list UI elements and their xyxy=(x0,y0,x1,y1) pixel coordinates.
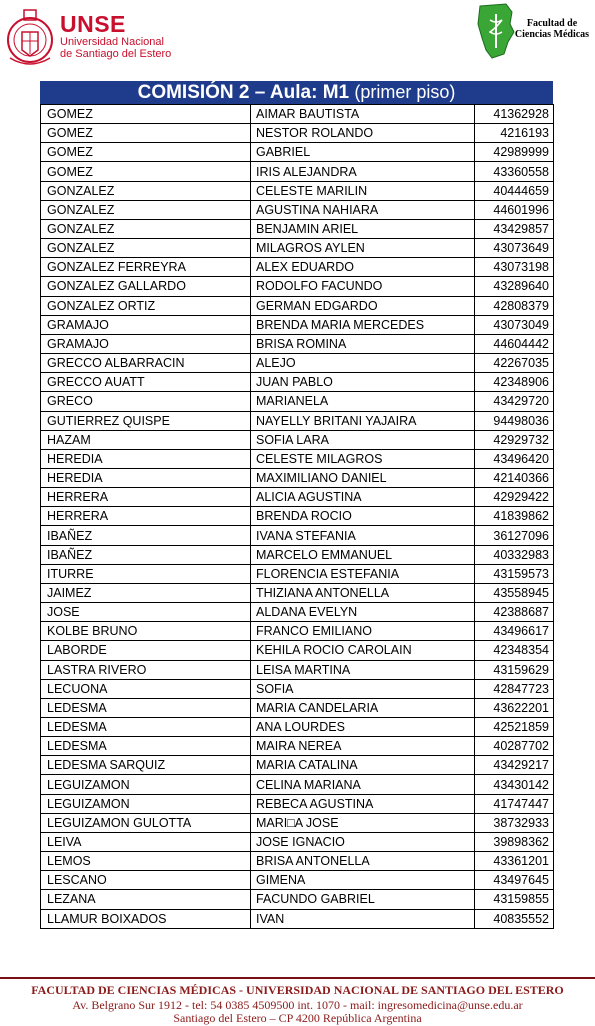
dni-cell: 43159573 xyxy=(475,564,554,583)
surname-cell: JAIMEZ xyxy=(41,583,251,602)
table-row xyxy=(41,526,554,545)
table-row xyxy=(41,239,554,258)
given-name-cell: MARIANELA xyxy=(251,392,475,411)
student-table xyxy=(40,104,554,929)
table-row xyxy=(41,411,554,430)
faculty-name xyxy=(512,18,592,40)
table-row xyxy=(41,583,554,602)
unse-name-line1: Universidad Nacional xyxy=(60,36,164,48)
surname-cell: GRECCO AUATT xyxy=(41,373,251,392)
dni-cell: 44601996 xyxy=(475,200,554,219)
table-row xyxy=(41,909,554,928)
table-row xyxy=(41,871,554,890)
dni-cell: 42808379 xyxy=(475,296,554,315)
dni-cell: 42989999 xyxy=(475,143,554,162)
table-row xyxy=(41,430,554,449)
given-name-cell: IVANA STEFANIA xyxy=(251,526,475,545)
given-name-cell: GERMAN EDGARDO xyxy=(251,296,475,315)
dni-cell: 42348906 xyxy=(475,373,554,392)
dni-cell: 43159855 xyxy=(475,890,554,909)
given-name-cell: MARI□A JOSE xyxy=(251,813,475,832)
table-row xyxy=(41,105,554,124)
given-name-cell: FLORENCIA ESTEFANIA xyxy=(251,564,475,583)
table-row xyxy=(41,449,554,468)
surname-cell: GRAMAJO xyxy=(41,334,251,353)
given-name-cell: IRIS ALEJANDRA xyxy=(251,162,475,181)
dni-cell: 43558945 xyxy=(475,583,554,602)
table-row xyxy=(41,200,554,219)
given-name-cell: BRISA ANTONELLA xyxy=(251,852,475,871)
footer-contact: Av. Belgrano Sur 1912 - tel: 54 0385 4509500 int. 1070 - mail: ingresomedicina@unse.edu.ar xyxy=(72,998,523,1012)
dni-cell: 43073198 xyxy=(475,258,554,277)
table-row xyxy=(41,660,554,679)
given-name-cell: RODOLFO FACUNDO xyxy=(251,277,475,296)
surname-cell: LEZANA xyxy=(41,890,251,909)
dni-cell: 42140366 xyxy=(475,468,554,487)
table-row xyxy=(41,143,554,162)
table-row xyxy=(41,718,554,737)
table-row xyxy=(41,354,554,373)
unse-brand xyxy=(60,12,171,60)
given-name-cell: LEISA MARTINA xyxy=(251,660,475,679)
given-name-cell: MILAGROS AYLEN xyxy=(251,239,475,258)
dni-cell: 44604442 xyxy=(475,334,554,353)
commission-banner xyxy=(40,81,553,104)
dni-cell: 43622201 xyxy=(475,698,554,717)
dni-cell: 42267035 xyxy=(475,354,554,373)
dni-cell: 4216193 xyxy=(475,124,554,143)
given-name-cell: IVAN xyxy=(251,909,475,928)
table-row xyxy=(41,737,554,756)
dni-cell: 38732933 xyxy=(475,813,554,832)
given-name-cell: KEHILA ROCIO CAROLAIN xyxy=(251,641,475,660)
dni-cell: 40332983 xyxy=(475,545,554,564)
given-name-cell: CELESTE MILAGROS xyxy=(251,449,475,468)
commission-title: COMISIÓN 2 – Aula: M1 xyxy=(137,82,350,103)
table-row xyxy=(41,468,554,487)
given-name-cell: AGUSTINA NAHIARA xyxy=(251,200,475,219)
given-name-cell: GABRIEL xyxy=(251,143,475,162)
table-row xyxy=(41,698,554,717)
footer-location: Santiago del Estero – CP 4200 República Argentina xyxy=(173,1011,422,1025)
given-name-cell: BENJAMIN ARIEL xyxy=(251,219,475,238)
given-name-cell: MAIRA NEREA xyxy=(251,737,475,756)
surname-cell: LEGUIZAMON xyxy=(41,775,251,794)
given-name-cell: SOFIA LARA xyxy=(251,430,475,449)
dni-cell: 43496617 xyxy=(475,622,554,641)
surname-cell: JOSE xyxy=(41,603,251,622)
faculty-name-line1: Facultad de xyxy=(526,18,578,29)
surname-cell: LLAMUR BOIXADOS xyxy=(41,909,251,928)
table-row xyxy=(41,162,554,181)
faculty-name-line2: Ciencias Médicas xyxy=(514,29,590,40)
given-name-cell: MARIA CANDELARIA xyxy=(251,698,475,717)
surname-cell: GONZALEZ FERREYRA xyxy=(41,258,251,277)
dni-cell: 42521859 xyxy=(475,718,554,737)
dni-cell: 43429217 xyxy=(475,756,554,775)
table-row xyxy=(41,181,554,200)
student-table-body xyxy=(41,105,554,929)
surname-cell: HAZAM xyxy=(41,430,251,449)
unse-name-line2: de Santiago del Estero xyxy=(60,48,172,60)
surname-cell: LEGUIZAMON xyxy=(41,794,251,813)
surname-cell: LEGUIZAMON GULOTTA xyxy=(41,813,251,832)
given-name-cell: CELINA MARIANA xyxy=(251,775,475,794)
table-row xyxy=(41,794,554,813)
surname-cell: GONZALEZ xyxy=(41,181,251,200)
given-name-cell: JOSE IGNACIO xyxy=(251,832,475,851)
page-header xyxy=(0,0,595,78)
surname-cell: IBAÑEZ xyxy=(41,526,251,545)
surname-cell: LEDESMA SARQUIZ xyxy=(41,756,251,775)
dni-cell: 43497645 xyxy=(475,871,554,890)
given-name-cell: BRENDA MARIA MERCEDES xyxy=(251,315,475,334)
given-name-cell: MARIA CATALINA xyxy=(251,756,475,775)
surname-cell: LEDESMA xyxy=(41,737,251,756)
surname-cell: LECUONA xyxy=(41,679,251,698)
given-name-cell: ANA LOURDES xyxy=(251,718,475,737)
dni-cell: 42847723 xyxy=(475,679,554,698)
surname-cell: GONZALEZ xyxy=(41,219,251,238)
table-row xyxy=(41,277,554,296)
surname-cell: GRECCO ALBARRACIN xyxy=(41,354,251,373)
surname-cell: LEDESMA xyxy=(41,698,251,717)
given-name-cell: SOFIA xyxy=(251,679,475,698)
given-name-cell: ALEX EDUARDO xyxy=(251,258,475,277)
surname-cell: LEMOS xyxy=(41,852,251,871)
surname-cell: GONZALEZ xyxy=(41,200,251,219)
table-row xyxy=(41,832,554,851)
dni-cell: 43496420 xyxy=(475,449,554,468)
dni-cell: 40444659 xyxy=(475,181,554,200)
unse-crest-icon xyxy=(4,6,56,72)
surname-cell: GOMEZ xyxy=(41,162,251,181)
dni-cell: 42929422 xyxy=(475,488,554,507)
table-row xyxy=(41,507,554,526)
surname-cell: GUTIERREZ QUISPE xyxy=(41,411,251,430)
table-row xyxy=(41,315,554,334)
table-row xyxy=(41,622,554,641)
dni-cell: 43430142 xyxy=(475,775,554,794)
table-row xyxy=(41,641,554,660)
dni-cell: 41747447 xyxy=(475,794,554,813)
given-name-cell: ALEJO xyxy=(251,354,475,373)
given-name-cell: FRANCO EMILIANO xyxy=(251,622,475,641)
dni-cell: 36127096 xyxy=(475,526,554,545)
dni-cell: 41839862 xyxy=(475,507,554,526)
given-name-cell: FACUNDO GABRIEL xyxy=(251,890,475,909)
surname-cell: ITURRE xyxy=(41,564,251,583)
table-row xyxy=(41,679,554,698)
given-name-cell: AIMAR BAUTISTA xyxy=(251,105,475,124)
surname-cell: HEREDIA xyxy=(41,468,251,487)
dni-cell: 43360558 xyxy=(475,162,554,181)
surname-cell: GONZALEZ xyxy=(41,239,251,258)
table-row xyxy=(41,334,554,353)
given-name-cell: BRENDA ROCIO xyxy=(251,507,475,526)
table-row xyxy=(41,603,554,622)
dni-cell: 39898362 xyxy=(475,832,554,851)
given-name-cell: ALDANA EVELYN xyxy=(251,603,475,622)
surname-cell: IBAÑEZ xyxy=(41,545,251,564)
table-row xyxy=(41,852,554,871)
commission-floor: (primer piso) xyxy=(354,82,456,102)
surname-cell: LABORDE xyxy=(41,641,251,660)
dni-cell: 43289640 xyxy=(475,277,554,296)
surname-cell: LASTRA RIVERO xyxy=(41,660,251,679)
given-name-cell: MARCELO EMMANUEL xyxy=(251,545,475,564)
dni-cell: 42929732 xyxy=(475,430,554,449)
dni-cell: 43073049 xyxy=(475,315,554,334)
table-row xyxy=(41,545,554,564)
table-row xyxy=(41,756,554,775)
given-name-cell: NAYELLY BRITANI YAJAIRA xyxy=(251,411,475,430)
footer-divider xyxy=(0,977,595,979)
surname-cell: GRECO xyxy=(41,392,251,411)
surname-cell: GONZALEZ GALLARDO xyxy=(41,277,251,296)
dni-cell: 43159629 xyxy=(475,660,554,679)
table-row xyxy=(41,392,554,411)
table-row xyxy=(41,373,554,392)
dni-cell: 42388687 xyxy=(475,603,554,622)
table-row xyxy=(41,890,554,909)
given-name-cell: ALICIA AGUSTINA xyxy=(251,488,475,507)
table-row xyxy=(41,488,554,507)
surname-cell: LEIVA xyxy=(41,832,251,851)
surname-cell: GOMEZ xyxy=(41,105,251,124)
dni-cell: 41362928 xyxy=(475,105,554,124)
surname-cell: LEDESMA xyxy=(41,718,251,737)
surname-cell: GOMEZ xyxy=(41,143,251,162)
given-name-cell: REBECA AGUSTINA xyxy=(251,794,475,813)
dni-cell: 40835552 xyxy=(475,909,554,928)
surname-cell: GRAMAJO xyxy=(41,315,251,334)
given-name-cell: NESTOR ROLANDO xyxy=(251,124,475,143)
dni-cell: 43429720 xyxy=(475,392,554,411)
surname-cell: HERRERA xyxy=(41,488,251,507)
table-row xyxy=(41,296,554,315)
dni-cell: 40287702 xyxy=(475,737,554,756)
dni-cell: 42348354 xyxy=(475,641,554,660)
table-row xyxy=(41,219,554,238)
surname-cell: GOMEZ xyxy=(41,124,251,143)
given-name-cell: THIZIANA ANTONELLA xyxy=(251,583,475,602)
table-row xyxy=(41,258,554,277)
surname-cell: KOLBE BRUNO xyxy=(41,622,251,641)
unse-short-name: UNSE xyxy=(60,11,126,37)
dni-cell: 43429857 xyxy=(475,219,554,238)
given-name-cell: BRISA ROMINA xyxy=(251,334,475,353)
surname-cell: HEREDIA xyxy=(41,449,251,468)
surname-cell: GONZALEZ ORTIZ xyxy=(41,296,251,315)
given-name-cell: CELESTE MARILIN xyxy=(251,181,475,200)
surname-cell: HERRERA xyxy=(41,507,251,526)
table-row xyxy=(41,564,554,583)
dni-cell: 94498036 xyxy=(475,411,554,430)
given-name-cell: GIMENA xyxy=(251,871,475,890)
table-row xyxy=(41,124,554,143)
given-name-cell: MAXIMILIANO DANIEL xyxy=(251,468,475,487)
student-list xyxy=(40,81,553,929)
table-row xyxy=(41,813,554,832)
dni-cell: 43073649 xyxy=(475,239,554,258)
table-row xyxy=(41,775,554,794)
surname-cell: LESCANO xyxy=(41,871,251,890)
given-name-cell: JUAN PABLO xyxy=(251,373,475,392)
footer-institution: FACULTAD DE CIENCIAS MÉDICAS - UNIVERSIDAD NACIONAL DE SANTIAGO DEL ESTERO xyxy=(31,983,564,997)
dni-cell: 43361201 xyxy=(475,852,554,871)
